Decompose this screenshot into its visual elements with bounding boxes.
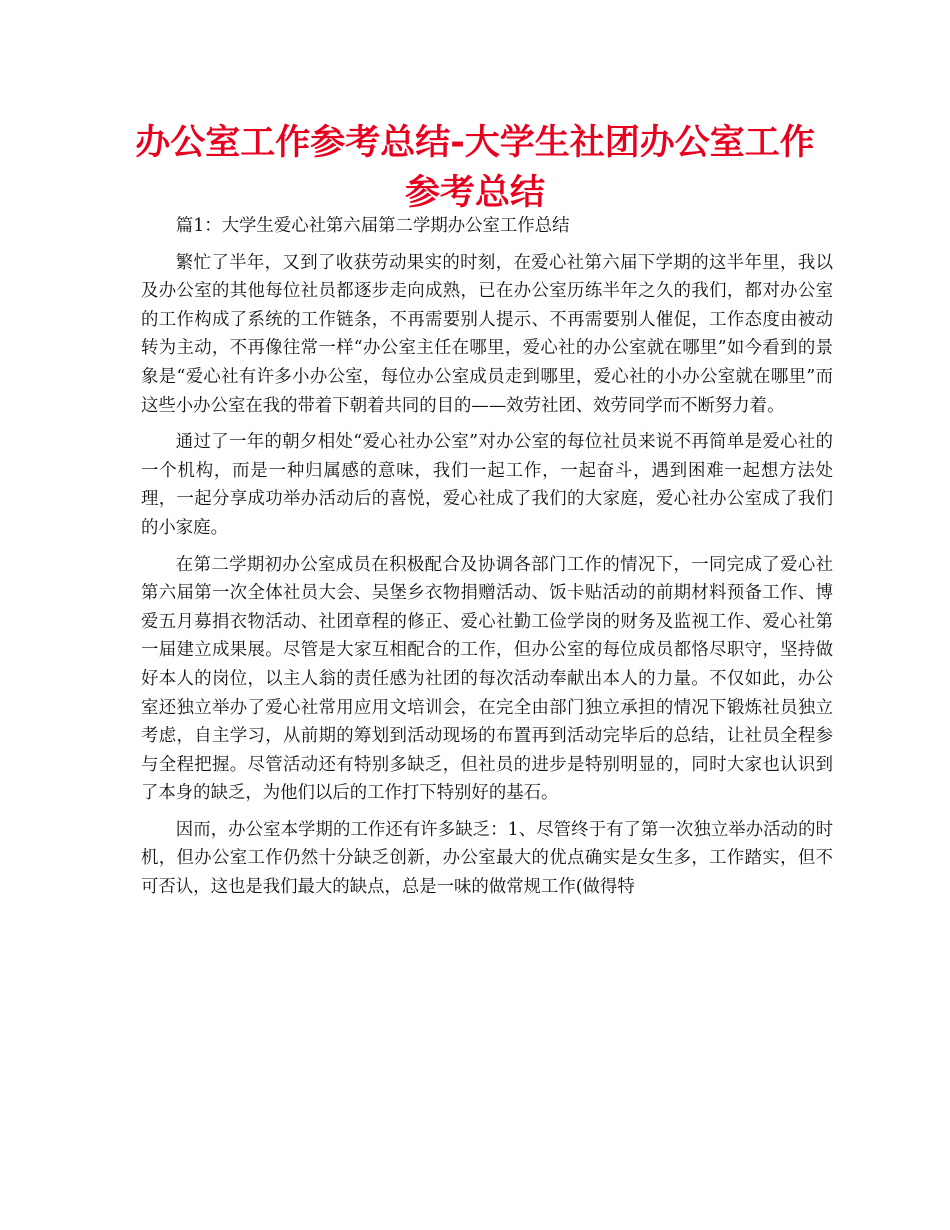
document-body	[141, 212, 833, 902]
document-title: 办公室工作参考总结-大学生社团办公室工作参考总结	[135, 123, 815, 213]
paragraph-2: 通过了一年的朝夕相处“爱心社办公室”对办公室的每位社员来说不再简单是爱心社的一个机构，而是一种归属感的意味，我们一起工作，一起奋斗，遇到困难一起想方法处理，一起分享成功举办活动后的喜悦，爱心社成了我们的大家庭，爱心社办公室成了我们的小家庭。	[141, 432, 833, 538]
paragraph-4: 因而，办公室本学期的工作还有许多缺乏：1、尽管终于有了第一次独立举办活动的时机，但办公室工作仍然十分缺乏创新，办公室最大的优点确实是女生多，工作踏实，但不可否认，这也是我们最大的缺点，总是一味的做常规工作(做得特	[141, 819, 833, 898]
paragraph-1: 繁忙了半年，又到了收获劳动果实的时刻，在爱心社第六届下学期的这半年里，我以及办公室的其他每位社员都逐步走向成熟，已在办公室历练半年之久的我们，都对办公室的工作构成了系统的工作链条，不再需要别人提示、不再需要别人催促，工作态度由被动转为主动，不再像往常一样“办公室主任在哪里，爱心社的办公室就在哪里”如今看到的景象是“爱心社有许多小办公室，每位办公室成员走到哪里，爱心社的小办公室就在哪里”而这些小办公室在我的带着下朝着共同的目的——效劳社团、效劳同学而不断努力着。	[141, 252, 833, 416]
section-heading: 篇1：大学生爱心社第六届第二学期办公室工作总结	[175, 216, 570, 236]
paragraph-3: 在第二学期初办公室成员在积极配合及协调各部门工作的情况下，一同完成了爱心社第六届第一次全体社员大会、吴堡乡衣物捐赠活动、饭卡贴活动的前期材料预备工作、博爱五月募捐衣物活动、社团章程的修正、爱心社勤工俭学岗的财务及监视工作、爱心社第一届建立成果展。尽管是大家互相配合的工作，但办公室的每位成员都恪尽职守，坚持做好本人的岗位，以主人翁的责任感为社团的每次活动奉献出本人的力量。不仅如此，办公室还独立举办了爱心社常用应用文培训会，在完全由部门独立承担的情况下锻炼社员独立考虑，自主学习，从前期的筹划到活动现场的布置再到活动完毕后的总结，让社员全程参与全程把握。尽管活动还有特别多缺乏，但社员的进步是特别明显的，同时大家也认识到了本身的缺乏，为他们以后的工作打下特别好的基石。	[141, 554, 833, 804]
